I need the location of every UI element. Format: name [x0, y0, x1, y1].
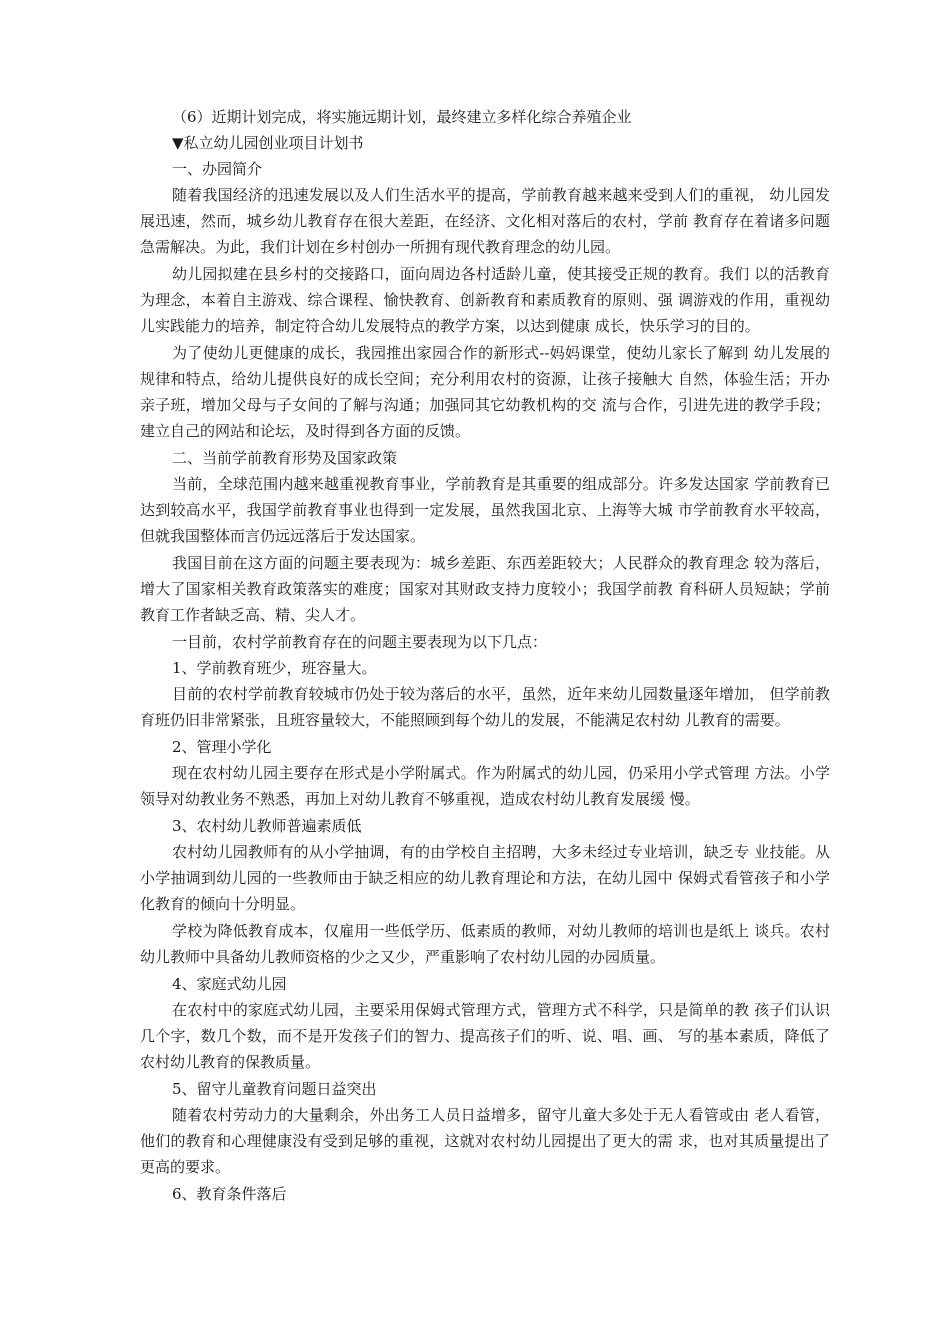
paragraph: 当前，全球范围内越来越重视教育事业，学前教育是其重要的组成部分。许多发达国家 学前教育已达到较高水平，我国学前教育事业也得到一定发展，虽然我国北京、上海等大城 市学前教育水平较高，但就我国整体而言仍远远落后于发达国家。: [140, 475, 830, 545]
problem-6-title: 6、教育条件落后: [172, 1185, 287, 1203]
plan-item-6: （6）近期计划完成，将实施远期计划，最终建立多样化综合养殖企业: [172, 108, 632, 126]
paragraph: 我国目前在这方面的问题主要表现为：城乡差距、东西差距较大；人民群众的教育理念 较为落后，增大了国家相关教育政策落实的难度；国家对其财政支持力度较小；我国学前教 育科研人员短缺；学前教育工作者缺乏高、精、尖人才。: [140, 554, 830, 624]
paragraph: 学校为降低教育成本，仅雇用一些低学历、低素质的教师，对幼儿教师的培训也是纸上 谈兵。农村幼儿教师中具备幼儿教师资格的少之又少，严重影响了农村幼儿园的办园质量。: [140, 922, 830, 966]
problem-5-title: 5、留守儿童教育问题日益突出: [172, 1080, 377, 1098]
paragraph: 随着我国经济的迅速发展以及人们生活水平的提高，学前教育越来越来受到人们的重视， 幼儿园发展迅速，然而，城乡幼儿教育存在很大差距，在经济、文化相对落后的农村，学前 教育存在着诸多问题急需解决。为此，我们计划在乡村创办一所拥有现代教育理念的幼儿园。: [140, 186, 830, 256]
problem-3-title: 3、农村幼儿教师普遍素质低: [172, 817, 362, 835]
paragraph: 现在农村幼儿园主要存在形式是小学附属式。作为附属式的幼儿园，仍采用小学式管理 方法。小学领导对幼教业务不熟悉，再加上对幼儿教育不够重视，造成农村幼儿教育发展缓 慢。: [140, 764, 830, 808]
problem-1-title: 1、学前教育班少，班容量大。: [172, 659, 377, 677]
heading-intro: 一、办园简介: [172, 160, 263, 178]
paragraph: 农村幼儿园教师有的从小学抽调，有的由学校自主招聘，大多未经过专业培训，缺乏专 业技能。从小学抽调到幼儿园的一些教师由于缺乏相应的幼儿教育理论和方法，在幼儿园中 保姆式看管孩子和小学化教育的倾向十分明显。: [140, 843, 830, 913]
paragraph: 目前的农村学前教育较城市仍处于较为落后的水平，虽然，近年来幼儿园数量逐年增加， 但学前教育班仍旧非常紧张，且班容量较大，不能照顾到每个幼儿的发展，不能满足农村幼 儿教育的需要。: [140, 685, 830, 729]
paragraph: 随着农村劳动力的大量剩余，外出务工人员日益增多，留守儿童大多处于无人看管或由 老人看管，他们的教育和心理健康没有受到足够的重视，这就对农村幼儿园提出了更大的需 求，也对其质量提出了更高的要求。: [140, 1106, 830, 1176]
problem-2-title: 2、管理小学化: [172, 738, 272, 756]
section-title: ▼私立幼儿园创业项目计划书: [172, 134, 364, 152]
document-page: [140, 104, 830, 1207]
heading-problems: 一目前，农村学前教育存在的问题主要表现为以下几点：: [172, 633, 548, 651]
paragraph: 幼儿园拟建在县乡村的交接路口，面向周边各村适龄儿童，使其接受正规的教育。我们 以的活教育为理念，本着自主游戏、综合课程、愉快教育、创新教育和素质教育的原则、强 调游戏的作用，重视幼儿实践能力的培养，制定符合幼儿发展特点的教学方案，以达到健康 成长，快乐学习的目的。: [140, 265, 830, 335]
heading-situation: 二、当前学前教育形势及国家政策: [172, 449, 398, 467]
paragraph: 在农村中的家庭式幼儿园，主要采用保姆式管理方式，管理方式不科学，只是简单的教 孩子们认识几个字，数几个数，而不是开发孩子们的智力、提高孩子们的听、说、唱、画、 写的基本素质，降低了农村幼儿教育的保教质量。: [140, 1001, 830, 1071]
paragraph: 为了使幼儿更健康的成长，我园推出家园合作的新形式--妈妈课堂，使幼儿家长了解到 幼儿发展的规律和特点，给幼儿提供良好的成长空间；充分利用农村的资源，让孩子接触大 自然，体验生活；开办亲子班，增加父母与子女间的了解与沟通；加强同其它幼教机构的交 流与合作，引进先进的教学手段；建立自己的网站和论坛，及时得到各方面的反馈。: [140, 344, 830, 440]
problem-4-title: 4、家庭式幼儿园: [172, 975, 287, 993]
